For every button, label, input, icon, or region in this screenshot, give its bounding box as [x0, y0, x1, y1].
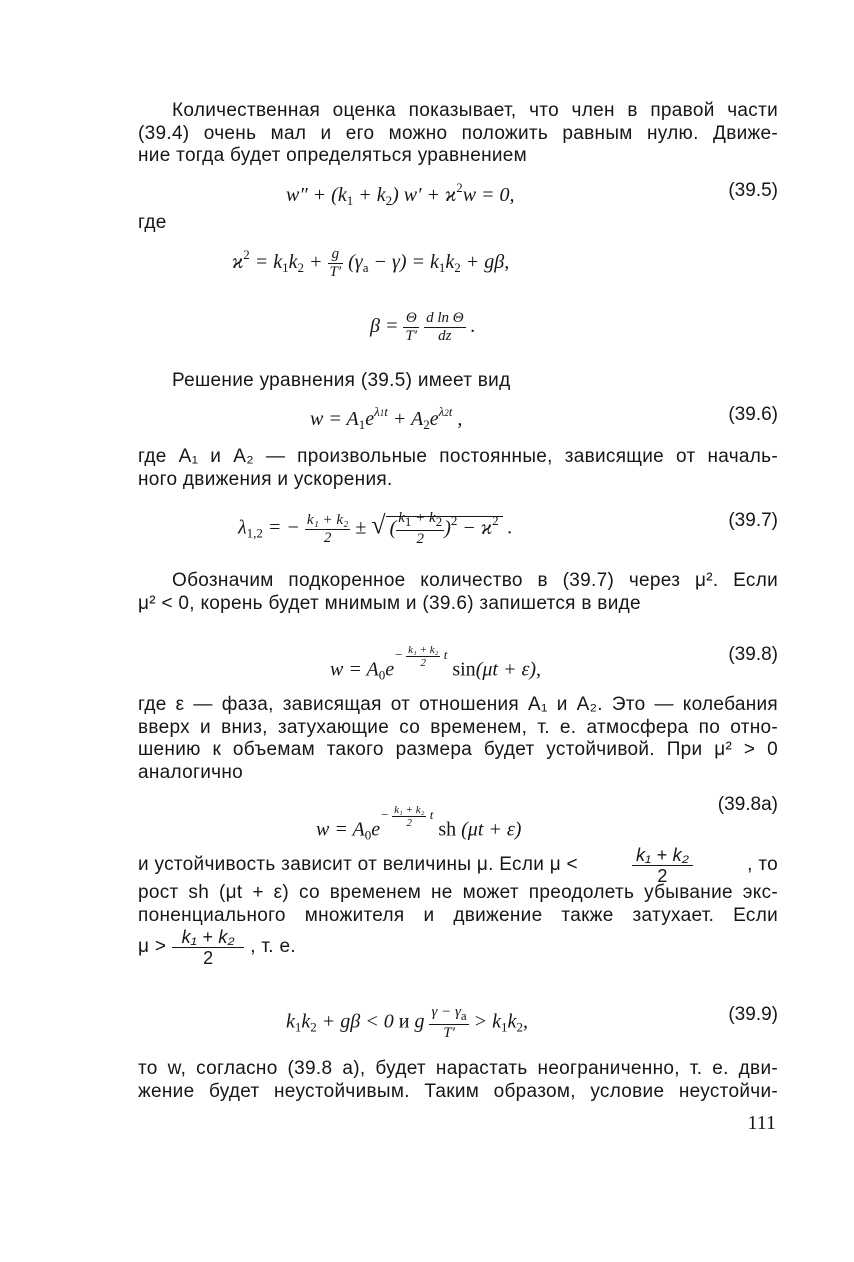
fraction-denominator: dz — [438, 328, 452, 344]
paragraph-stability — [138, 844, 778, 968]
equation-body: $\lambda_{1,2}$ = − $\frac{\text{k₁ + k₂}}{2}$ ± √ ( $\frac{k1 + k2}{2}$ )$^2 - ϰ^2$ . — [238, 510, 513, 547]
fraction-numerator: k₁ + k₂ — [632, 845, 693, 866]
equation-39-6 — [138, 400, 778, 434]
text-line: (39.4) очень мал и его можно положить равным нулю. Движе- — [138, 122, 778, 144]
equation-body: $w'' + (k_1 + k_2) w' + ϰ^2w = 0$, — [286, 180, 515, 208]
inline-fraction — [632, 845, 693, 886]
paragraph-phase — [138, 694, 778, 784]
text-line: Решение уравнения (39.5) имеет вид — [172, 370, 511, 391]
text-line: вверх и вниз, затухающие со временем, т. е. атмосфера по отно- — [138, 716, 778, 738]
equation-beta — [138, 306, 778, 344]
text-line: поненциального множителя и движение также затухает. Если — [138, 904, 778, 926]
text-line: где A₁ и A₂ — произвольные постоянные, зависящие от началь- — [138, 446, 778, 467]
equation-number: (39.5) — [728, 180, 778, 201]
page-number: 111 — [747, 1112, 776, 1134]
paragraph-solution — [138, 370, 778, 393]
equation-number: (39.7) — [728, 510, 778, 531]
text-fragment: и устойчивость зависит от величины μ. Если μ < — [138, 853, 578, 875]
text-line: ние тогда будет определяться уравнением — [138, 145, 527, 166]
equation-39-8a — [138, 794, 778, 843]
equation-body: $k_1k_2 + g\beta < 0$ и g $\frac{\gamma - \gamma a}{T'}$ > $k_1k_2$, — [286, 1004, 528, 1041]
text-line — [138, 844, 778, 886]
equation-number: (39.8a) — [717, 794, 778, 815]
fraction-numerator: k₁ + k₂ — [306, 511, 349, 528]
equation-39-7 — [138, 506, 778, 547]
text-line: то w, согласно (39.8 a), будет нарастать неограниченно, т. е. дви- — [138, 1058, 778, 1079]
text-line: ного движения и ускорения. — [138, 468, 393, 490]
fraction-denominator: T′ — [329, 264, 342, 280]
equation-body: $w = A_0e^{- \frac{\text{k₁ + k₂}}{2} t}$ sh (μt + ε) — [316, 804, 522, 843]
text-where — [138, 212, 778, 235]
equation-39-8 — [138, 640, 778, 683]
text-line: шению к объемам такого размера будет устойчивой. При μ² > 0 — [138, 739, 778, 760]
text-fragment: μ > — [138, 935, 167, 957]
fraction-numerator: g — [328, 246, 344, 264]
equation-number: (39.8) — [728, 644, 778, 665]
equation-body: $w = A_0e^{- \frac{\text{k₁ + k₂}}{2} t}$ sin(μt + ε), — [330, 644, 541, 683]
fraction-numerator: Θ — [403, 310, 419, 328]
fraction-denominator: T′ — [405, 328, 418, 344]
paragraph-intro — [138, 100, 778, 168]
text-line: Обозначим подкоренное количество в (39.7) через μ². Если — [172, 570, 778, 591]
equation-kappa — [138, 242, 778, 280]
equation-39-9 — [138, 1000, 778, 1041]
equation-number: (39.9) — [728, 1004, 778, 1025]
fraction-denominator: 2 — [203, 947, 214, 968]
fraction-denominator: 2 — [323, 529, 332, 546]
text-line: жение будет неустойчивым. Таким образом, условие неустойчи- — [138, 1080, 778, 1102]
fraction-denominator: 2 — [657, 865, 668, 886]
equation-body: $ϰ^2 = k_1k_2$ + $\frac{g}{T'}$ $(\gamma_a - \gamma) = k_1k_2 + g\beta$, — [232, 246, 510, 280]
text-line: аналогично — [138, 761, 243, 783]
equation-number: (39.6) — [728, 404, 778, 425]
equation-39-5 — [138, 176, 778, 210]
paragraph-instability — [138, 1058, 778, 1103]
fraction-numerator: d ln Θ — [426, 310, 464, 326]
text-line: где — [138, 212, 167, 233]
text-line: рост sh (μt + ε) со временем не может преодолеть убывание экс- — [138, 882, 778, 903]
equation-body: β = $\frac{\Theta}{T'}$ $\frac{\text{d ln Θ}}{dz}$ . — [370, 310, 476, 344]
text-line: Количественная оценка показывает, что член в правой части — [172, 100, 778, 121]
text-fragment: , то — [747, 853, 778, 875]
text-line — [138, 927, 778, 967]
equation-body: $w = A_1e^{\lambda 1t} + A_2e^{\lambda 2t}$ , — [310, 404, 463, 432]
text-line: где ε — фаза, зависящая от отношения A₁ и A₂. Это — колебания — [138, 694, 778, 715]
text-line: μ² < 0, корень будет мнимым и (39.6) запишется в виде — [138, 592, 641, 614]
inline-fraction — [172, 927, 244, 968]
text-fragment: , т. е. — [250, 935, 296, 957]
fraction-numerator: k₁ + k₂ — [172, 927, 244, 948]
paragraph-radicand — [138, 570, 778, 615]
paragraph-constants — [138, 446, 778, 491]
